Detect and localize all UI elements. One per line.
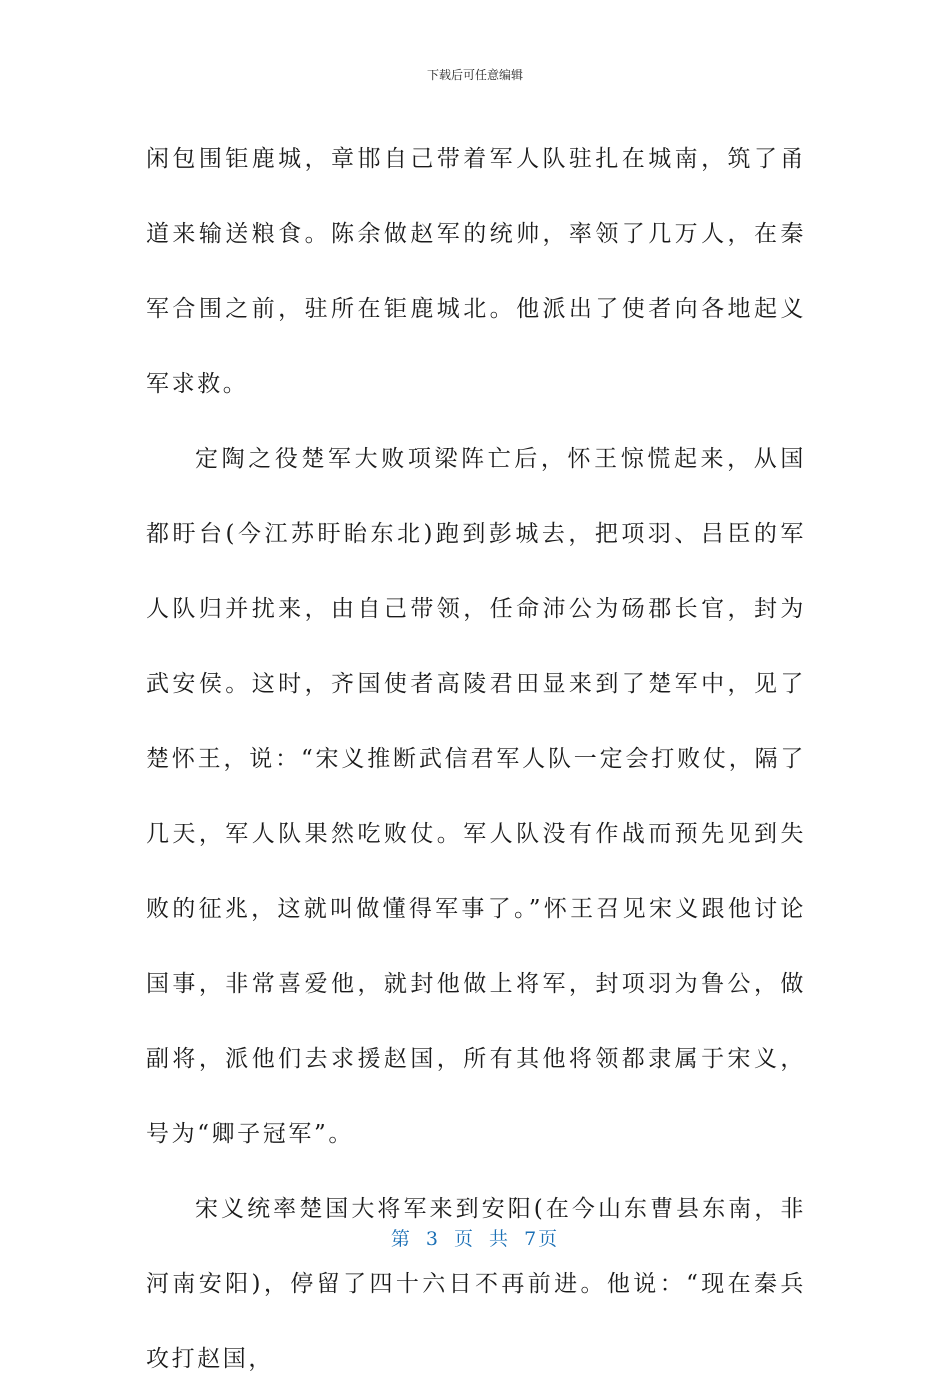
- paragraph-3: 宋义统率楚国大将军来到安阳(在今山东曹县东南，非河南安阳)，停留了四十六日不再前进。他说：“现在秦兵攻打赵国，: [146, 1196, 806, 1372]
- paragraph-2: 定陶之役楚军大败项梁阵亡后，怀王惊慌起来，从国都盱台(今江苏盱眙东北)跑到彭城去，把项羽、吕臣的军人队归并扰来，由自己带领，任命沛公为砀郡长官，封为武安侯。这时，齐国使者高陵君田显来到了楚军中，见了楚怀王，说：“宋义推断武信君军人队一定会打败仗，隔了几天，军人队果然吃败仗。军人队没有作战而预先见到失败的征兆，这就叫做懂得军事了。”怀王召见宋义跟他讨论国事，非常喜爱他，就封他做上将军，封项羽为鲁公，做副将，派他们去求援赵国，所有其他将领都隶属于宋义，号为“卿子冠军”。: [146, 446, 806, 1147]
- page-header: 下载后可任意编辑: [426, 68, 523, 82]
- document-body: [146, 122, 806, 1397]
- paragraph-1: 闲包围钜鹿城，章邯自己带着军人队驻扎在城南，筑了甬道来输送粮食。陈余做赵军的统帅，率领了几万人，在秦军合围之前，驻所在钜鹿城北。他派出了使者向各地起义军求救。: [146, 146, 806, 397]
- page-number-footer: 第 3 页 共 7页: [390, 1228, 560, 1250]
